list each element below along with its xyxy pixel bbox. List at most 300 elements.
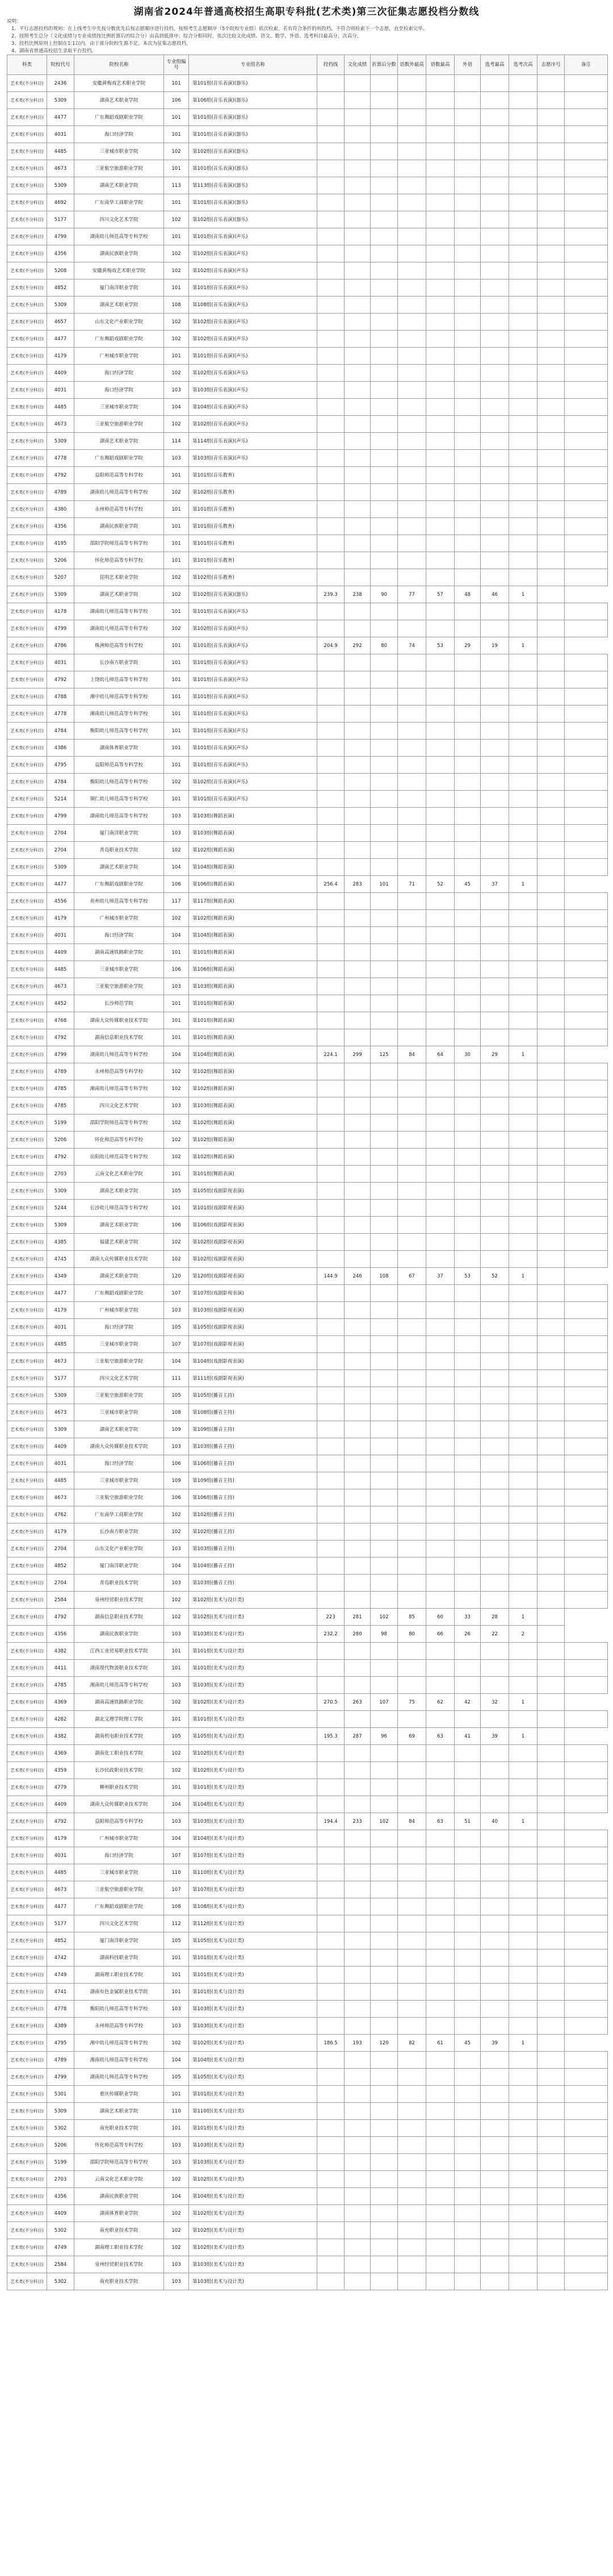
category-cell: 艺术类(不分科目) xyxy=(7,705,47,723)
chinese-math-cell xyxy=(426,1864,455,1881)
culture-score-cell xyxy=(345,1864,371,1881)
elective-second-cell xyxy=(509,1592,538,1609)
group-name-cell: 第102组(舞蹈表演) xyxy=(189,842,317,859)
group-name-cell: 第102组(舞蹈表演) xyxy=(189,1132,317,1149)
category-cell: 艺术类(不分科目) xyxy=(7,1012,47,1029)
group-name-cell: 第103组(戏剧影视表演) xyxy=(189,1302,317,1319)
choice-order-cell xyxy=(538,75,565,92)
cutoff-score-cell xyxy=(317,245,345,262)
table-row xyxy=(7,1779,608,1796)
category-cell: 艺术类(不分科目) xyxy=(7,348,47,365)
culture-score-cell: 292 xyxy=(345,637,371,654)
chinese-math-english-cell xyxy=(398,297,426,314)
elective-top-cell xyxy=(481,1183,509,1200)
group-name-cell: 第105组(美术与设计类) xyxy=(189,1932,317,1949)
remarks-cell xyxy=(565,2052,608,2069)
school-code-cell: 4749 xyxy=(47,1967,74,1984)
group-name-cell: 第108组(播音主持) xyxy=(189,1404,317,1421)
culture-score-cell xyxy=(345,569,371,586)
table-row xyxy=(7,1660,608,1677)
english-cell xyxy=(455,1029,481,1046)
chinese-math-english-cell xyxy=(398,467,426,484)
elective-top-cell xyxy=(481,1063,509,1080)
culture-score-cell xyxy=(345,1472,371,1489)
cutoff-score-cell xyxy=(317,603,345,620)
elective-second-cell xyxy=(509,1114,538,1132)
remarks-cell xyxy=(565,671,608,688)
elective-second-cell xyxy=(509,501,538,518)
table-row xyxy=(7,1029,608,1046)
chinese-math-cell xyxy=(426,859,455,876)
chinese-math-english-cell xyxy=(398,518,426,535)
cutoff-score-cell xyxy=(317,620,345,637)
table-row xyxy=(7,1319,608,1336)
table-row xyxy=(7,671,608,688)
school-code-cell: 4031 xyxy=(47,927,74,944)
school-name-cell: 广州城市职业学院 xyxy=(74,348,164,365)
cutoff-score-cell xyxy=(317,1404,345,1421)
chinese-math-cell xyxy=(426,1251,455,1268)
group-name-cell: 第101组(音乐表演)(器乐) xyxy=(189,75,317,92)
elective-second-cell xyxy=(509,1438,538,1455)
remarks-cell xyxy=(565,808,608,825)
chinese-math-english-cell xyxy=(398,2256,426,2273)
elective-top-cell xyxy=(481,723,509,740)
group-code-cell: 103 xyxy=(164,2256,189,2273)
english-cell xyxy=(455,1183,481,1200)
school-name-cell: 上饶幼儿师范高等专科学校 xyxy=(74,671,164,688)
table-row xyxy=(7,126,608,143)
group-name-cell: 第101组(音乐教育) xyxy=(189,535,317,552)
chinese-math-english-cell xyxy=(398,1012,426,1029)
culture-score-cell xyxy=(345,620,371,637)
cutoff-score-cell xyxy=(317,1114,345,1132)
table-row xyxy=(7,825,608,842)
school-code-cell: 5309 xyxy=(47,297,74,314)
elective-top-cell xyxy=(481,859,509,876)
culture-score-cell xyxy=(345,1592,371,1609)
school-code-cell: 4799 xyxy=(47,620,74,637)
choice-order-cell xyxy=(538,2052,565,2069)
group-code-cell: 110 xyxy=(164,2103,189,2120)
school-code-cell: 4673 xyxy=(47,1353,74,1370)
converted-score-cell xyxy=(371,467,398,484)
category-cell: 艺术类(不分科目) xyxy=(7,774,47,791)
remarks-cell xyxy=(565,705,608,723)
group-code-cell: 101 xyxy=(164,1660,189,1677)
group-code-cell: 107 xyxy=(164,1847,189,1864)
english-cell xyxy=(455,1302,481,1319)
converted-score-cell xyxy=(371,740,398,757)
school-name-cell: 湖南艺术职业学院 xyxy=(74,859,164,876)
school-code-cell: 4741 xyxy=(47,1984,74,2001)
chinese-math-english-cell xyxy=(398,433,426,450)
chinese-math-cell xyxy=(426,2222,455,2239)
chinese-math-english-cell xyxy=(398,757,426,774)
group-code-cell: 101 xyxy=(164,995,189,1012)
chinese-math-english-cell xyxy=(398,1558,426,1575)
cutoff-score-cell xyxy=(317,501,345,518)
table-row xyxy=(7,705,608,723)
group-name-cell: 第102组(戏剧影视表演) xyxy=(189,1251,317,1268)
cutoff-score-cell: 232.2 xyxy=(317,1626,345,1643)
english-cell xyxy=(455,228,481,245)
group-name-cell: 第109组(播音主持) xyxy=(189,1472,317,1489)
cutoff-score-cell xyxy=(317,1796,345,1813)
group-name-cell: 第101组(美术与设计类) xyxy=(189,1984,317,2001)
school-code-cell: 4409 xyxy=(47,2205,74,2222)
elective-top-cell xyxy=(481,1353,509,1370)
group-code-cell: 109 xyxy=(164,1472,189,1489)
remarks-cell xyxy=(565,1217,608,1234)
elective-top-cell xyxy=(481,518,509,535)
cutoff-score-cell xyxy=(317,552,345,569)
elective-second-cell xyxy=(509,1967,538,1984)
category-cell: 艺术类(不分科目) xyxy=(7,467,47,484)
category-cell: 艺术类(不分科目) xyxy=(7,1251,47,1268)
elective-top-cell xyxy=(481,1660,509,1677)
choice-order-cell xyxy=(538,893,565,910)
table-row xyxy=(7,1080,608,1097)
group-name-cell: 第103组(美术与设计类) xyxy=(189,2001,317,2018)
chinese-math-cell xyxy=(426,2120,455,2137)
school-code-cell: 5309 xyxy=(47,177,74,194)
remarks-cell xyxy=(565,297,608,314)
converted-score-cell xyxy=(371,1915,398,1932)
category-cell: 艺术类(不分科目) xyxy=(7,1932,47,1949)
remarks-header: 备注 xyxy=(565,55,608,75)
elective-top-header: 选考最高 xyxy=(481,55,509,75)
school-code-cell: 4385 xyxy=(47,1234,74,1251)
school-name-cell: 湖南大众传媒职业技术学院 xyxy=(74,1251,164,1268)
culture-score-cell xyxy=(345,535,371,552)
elective-second-cell xyxy=(509,535,538,552)
elective-second-cell xyxy=(509,2154,538,2171)
english-cell xyxy=(455,893,481,910)
culture-score-cell: 283 xyxy=(345,876,371,893)
elective-second-cell xyxy=(509,177,538,194)
group-name-cell: 第104组(美术与设计类) xyxy=(189,1830,317,1847)
school-code-cell: 4179 xyxy=(47,1523,74,1540)
chinese-math-english-cell xyxy=(398,1677,426,1694)
cutoff-score-cell xyxy=(317,2018,345,2035)
chinese-math-english-cell xyxy=(398,740,426,757)
elective-top-cell xyxy=(481,688,509,705)
group-name-cell: 第103组(美术与设计类) xyxy=(189,2154,317,2171)
choice-order-cell xyxy=(538,2137,565,2154)
category-cell: 艺术类(不分科目) xyxy=(7,518,47,535)
school-name-cell: 湖南艺术职业学院 xyxy=(74,297,164,314)
category-cell: 艺术类(不分科目) xyxy=(7,2171,47,2188)
group-name-cell: 第101组(舞蹈表演) xyxy=(189,944,317,961)
elective-second-cell xyxy=(509,1677,538,1694)
school-name-cell: 湖南艺术职业学院 xyxy=(74,2103,164,2120)
group-code-cell: 101 xyxy=(164,944,189,961)
converted-score-cell xyxy=(371,1592,398,1609)
school-name-cell: 湖北文理学院理工学院 xyxy=(74,1711,164,1728)
culture-score-cell xyxy=(345,416,371,433)
english-cell xyxy=(455,1506,481,1523)
elective-second-cell xyxy=(509,314,538,331)
chinese-math-cell xyxy=(426,1592,455,1609)
choice-order-cell xyxy=(538,1353,565,1370)
choice-order-cell xyxy=(538,1285,565,1302)
group-name-cell: 第106组(舞蹈表演) xyxy=(189,876,317,893)
school-name-cell: 衡阳幼儿师范高等专科学校 xyxy=(74,774,164,791)
cutoff-score-cell xyxy=(317,2171,345,2188)
elective-second-cell xyxy=(509,705,538,723)
english-cell xyxy=(455,1489,481,1506)
cutoff-score-cell xyxy=(317,688,345,705)
chinese-math-cell xyxy=(426,825,455,842)
remarks-cell xyxy=(565,1166,608,1183)
elective-second-cell xyxy=(509,416,538,433)
culture-score-cell xyxy=(345,774,371,791)
remarks-cell xyxy=(565,1012,608,1029)
converted-score-cell xyxy=(371,2256,398,2273)
elective-second-cell xyxy=(509,859,538,876)
english-cell xyxy=(455,1864,481,1881)
english-cell xyxy=(455,1455,481,1472)
choice-order-cell xyxy=(538,1302,565,1319)
culture-score-cell xyxy=(345,927,371,944)
choice-order-cell xyxy=(538,1762,565,1779)
converted-score-cell xyxy=(371,194,398,211)
group-code-cell: 102 xyxy=(164,245,189,262)
school-name-cell: 青岛职业技术学院 xyxy=(74,842,164,859)
cutoff-score-cell xyxy=(317,961,345,978)
school-name-cell: 衡阳幼儿师范高等专科学校 xyxy=(74,723,164,740)
english-cell: 30 xyxy=(455,1046,481,1063)
cutoff-score-cell xyxy=(317,467,345,484)
elective-top-cell xyxy=(481,2001,509,2018)
elective-second-cell xyxy=(509,774,538,791)
elective-second-cell xyxy=(509,1421,538,1438)
group-name-cell: 第101组(音乐表演)(声乐) xyxy=(189,279,317,297)
choice-order-cell xyxy=(538,910,565,927)
school-name-cell: 山东文化产业职业学院 xyxy=(74,1540,164,1558)
elective-second-cell xyxy=(509,569,538,586)
category-cell: 艺术类(不分科目) xyxy=(7,228,47,245)
table-row xyxy=(7,1830,608,1847)
category-cell: 艺术类(不分科目) xyxy=(7,876,47,893)
group-code-cell: 105 xyxy=(164,1728,189,1745)
culture-score-cell xyxy=(345,2103,371,2120)
group-name-cell: 第101组(音乐表演)(声乐) xyxy=(189,228,317,245)
group-name-cell: 第102组(音乐教育) xyxy=(189,569,317,586)
choice-order-cell xyxy=(538,1370,565,1387)
elective-top-cell xyxy=(481,1506,509,1523)
english-cell xyxy=(455,1166,481,1183)
category-cell: 艺术类(不分科目) xyxy=(7,2273,47,2290)
cutoff-score-cell: 224.1 xyxy=(317,1046,345,1063)
elective-second-cell xyxy=(509,2086,538,2103)
converted-score-cell xyxy=(371,944,398,961)
culture-score-cell xyxy=(345,1063,371,1080)
english-cell xyxy=(455,1898,481,1915)
choice-order-cell xyxy=(538,1166,565,1183)
cutoff-score-cell xyxy=(317,944,345,961)
group-code-cell: 102 xyxy=(164,1132,189,1149)
cutoff-score-header: 投档线 xyxy=(317,55,345,75)
group-name-cell: 第101组(音乐表演)(声乐) xyxy=(189,671,317,688)
converted-score-cell xyxy=(371,2222,398,2239)
culture-score-cell xyxy=(345,1796,371,1813)
english-cell xyxy=(455,1830,481,1847)
chinese-math-cell xyxy=(426,1489,455,1506)
school-name-cell: 广东舞蹈戏剧职业学院 xyxy=(74,1285,164,1302)
choice-order-cell xyxy=(538,1728,565,1745)
table-row xyxy=(7,416,608,433)
group-name-cell: 第103组(美术与设计类) xyxy=(189,2273,317,2290)
school-name-cell: 怀化师范高等专科学校 xyxy=(74,2137,164,2154)
group-code-cell: 101 xyxy=(164,126,189,143)
elective-top-cell: 52 xyxy=(481,1268,509,1285)
choice-order-cell xyxy=(538,1012,565,1029)
chinese-math-cell xyxy=(426,910,455,927)
english-cell xyxy=(455,1592,481,1609)
converted-score-cell xyxy=(371,1967,398,1984)
english-cell xyxy=(455,1421,481,1438)
category-cell: 艺术类(不分科目) xyxy=(7,2086,47,2103)
school-code-cell: 4031 xyxy=(47,654,74,671)
chinese-math-cell xyxy=(426,484,455,501)
converted-score-cell xyxy=(371,109,398,126)
elective-top-cell xyxy=(481,177,509,194)
table-row xyxy=(7,279,608,297)
english-cell xyxy=(455,416,481,433)
elective-second-cell xyxy=(509,1080,538,1097)
choice-order-cell xyxy=(538,1080,565,1097)
chinese-math-english-cell xyxy=(398,1336,426,1353)
school-name-cell: 海口经济学院 xyxy=(74,1319,164,1336)
group-code-cell: 102 xyxy=(164,314,189,331)
english-cell xyxy=(455,245,481,262)
chinese-math-cell xyxy=(426,1643,455,1660)
group-name-cell: 第102组(播音主持) xyxy=(189,1506,317,1523)
group-name-cell: 第102组(美术与设计类) xyxy=(189,1694,317,1711)
table-row xyxy=(7,2001,608,2018)
remarks-cell xyxy=(565,2188,608,2205)
elective-second-cell xyxy=(509,1489,538,1506)
school-name-cell: 湖南机电职业技术学院 xyxy=(74,1728,164,1745)
table-row xyxy=(7,75,608,92)
school-name-cell: 湖南幼儿师范高等专科学校 xyxy=(74,228,164,245)
cutoff-score-cell xyxy=(317,1336,345,1353)
culture-score-cell xyxy=(345,552,371,569)
elective-second-cell xyxy=(509,1660,538,1677)
group-code-cell: 101 xyxy=(164,637,189,654)
chinese-math-english-cell xyxy=(398,2086,426,2103)
culture-score-cell xyxy=(345,1540,371,1558)
chinese-math-cell xyxy=(426,1302,455,1319)
remarks-cell xyxy=(565,1796,608,1813)
chinese-math-english-cell xyxy=(398,1251,426,1268)
cutoff-score-cell xyxy=(317,1660,345,1677)
chinese-math-english-cell xyxy=(398,552,426,569)
chinese-math-cell xyxy=(426,723,455,740)
converted-score-cell xyxy=(371,2018,398,2035)
elective-top-cell xyxy=(481,399,509,416)
choice-order-cell xyxy=(538,365,565,382)
group-name-cell: 第102组(音乐表演)(声乐) xyxy=(189,314,317,331)
culture-score-cell xyxy=(345,262,371,279)
chinese-math-english-cell xyxy=(398,1438,426,1455)
elective-top-cell: 19 xyxy=(481,637,509,654)
cutoff-score-cell xyxy=(317,825,345,842)
group-code-cell: 111 xyxy=(164,1370,189,1387)
english-cell xyxy=(455,1353,481,1370)
group-code-cell: 102 xyxy=(164,2171,189,2188)
chinese-math-english-cell xyxy=(398,109,426,126)
table-row xyxy=(7,1643,608,1660)
group-name-cell: 第114组(音乐表演)(声乐) xyxy=(189,433,317,450)
school-code-cell: 4786 xyxy=(47,637,74,654)
group-code-cell: 104 xyxy=(164,2052,189,2069)
school-name-cell: 三亚城市职业学院 xyxy=(74,961,164,978)
converted-score-cell xyxy=(371,75,398,92)
converted-score-cell xyxy=(371,620,398,637)
converted-score-cell xyxy=(371,1319,398,1336)
remarks-cell xyxy=(565,501,608,518)
elective-top-cell xyxy=(481,1915,509,1932)
elective-top-cell: 37 xyxy=(481,876,509,893)
group-name-cell: 第102组(舞蹈表演) xyxy=(189,1063,317,1080)
english-cell xyxy=(455,927,481,944)
remarks-cell xyxy=(565,2137,608,2154)
table-row xyxy=(7,654,608,671)
elective-second-cell xyxy=(509,1132,538,1149)
chinese-math-cell xyxy=(426,1166,455,1183)
school-name-cell: 湖南幼儿师范高等专科学校 xyxy=(74,484,164,501)
remarks-cell xyxy=(565,1097,608,1114)
english-cell xyxy=(455,808,481,825)
elective-top-cell xyxy=(481,671,509,688)
school-code-cell: 4356 xyxy=(47,518,74,535)
elective-top-cell xyxy=(481,1166,509,1183)
elective-second-cell xyxy=(509,1029,538,1046)
group-name-cell: 第102组(音乐表演)(声乐) xyxy=(189,262,317,279)
elective-top-cell xyxy=(481,194,509,211)
chinese-math-cell xyxy=(426,1455,455,1472)
cutoff-score-cell xyxy=(317,1830,345,1847)
school-code-cell: 4485 xyxy=(47,1472,74,1489)
elective-top-cell xyxy=(481,1200,509,1217)
chinese-math-cell xyxy=(426,1132,455,1149)
chinese-math-english-cell xyxy=(398,842,426,859)
school-name-cell: 广东南华工商职业学院 xyxy=(74,194,164,211)
group-name-cell: 第117组(舞蹈表演) xyxy=(189,893,317,910)
cutoff-score-cell xyxy=(317,1166,345,1183)
english-cell: 33 xyxy=(455,1609,481,1626)
cutoff-score-cell xyxy=(317,2052,345,2069)
chinese-math-cell xyxy=(426,245,455,262)
table-row xyxy=(7,1285,608,1302)
choice-order-cell xyxy=(538,245,565,262)
group-code-cell: 104 xyxy=(164,2188,189,2205)
elective-second-cell xyxy=(509,910,538,927)
elective-top-cell xyxy=(481,2205,509,2222)
converted-score-cell: 107 xyxy=(371,1694,398,1711)
remarks-cell xyxy=(565,279,608,297)
elective-second-cell xyxy=(509,1523,538,1540)
school-name-cell: 广东舞蹈戏剧职业学院 xyxy=(74,109,164,126)
category-cell: 艺术类(不分科目) xyxy=(7,450,47,467)
culture-score-cell xyxy=(345,2222,371,2239)
table-row xyxy=(7,1745,608,1762)
english-cell: 51 xyxy=(455,1813,481,1830)
group-code-cell: 104 xyxy=(164,1830,189,1847)
